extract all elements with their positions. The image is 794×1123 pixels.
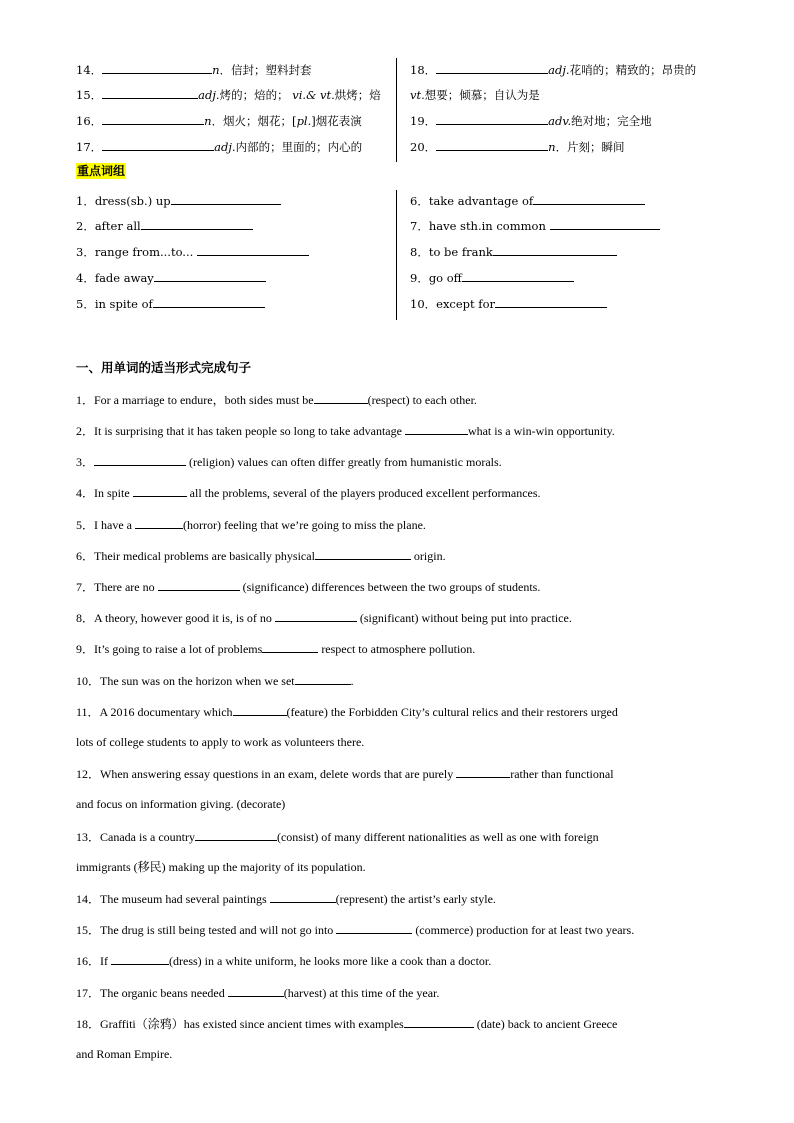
- exercise-text: 5．I have a: [76, 518, 135, 532]
- phrase-item: 5．in spite of: [76, 296, 265, 312]
- exercise-line: [76, 828, 599, 845]
- exercise-line: [76, 1046, 172, 1062]
- answer-blank[interactable]: [436, 113, 548, 125]
- answer-blank[interactable]: [262, 640, 318, 653]
- exercise-line: [76, 859, 366, 875]
- answer-blank[interactable]: [102, 87, 198, 99]
- exercise-text: origin.: [410, 549, 446, 563]
- exercise-text: and focus on information giving. (decorate): [76, 797, 286, 811]
- answer-blank[interactable]: [275, 609, 357, 622]
- phrase-item: 3．range from...to...: [76, 244, 309, 260]
- exercise-text: (commerce) production for at least two years.: [412, 923, 635, 937]
- exercise-text: 2．It is surprising that it has taken people so long to take advantage: [76, 424, 405, 438]
- exercise-line: [76, 952, 491, 969]
- exercise-text: 16．If: [76, 954, 111, 968]
- answer-blank[interactable]: [102, 62, 212, 74]
- answer-blank[interactable]: [436, 62, 548, 74]
- answer-blank[interactable]: [550, 218, 660, 230]
- exercise-line: [76, 516, 426, 533]
- exercise-line: [76, 1015, 617, 1032]
- answer-blank[interactable]: [270, 890, 336, 903]
- exercise-text: (represent) the artist’s early style.: [335, 892, 496, 906]
- exercise-text: (horror) feeling that we’re going to miss the plane.: [182, 518, 426, 532]
- exercise-line: [76, 890, 496, 907]
- vocab-item-18: 18． adj.花哨的；精致的；昂贵的: [410, 63, 697, 77]
- exercise-text: lots of college students to apply to work as volunteers there.: [76, 735, 365, 749]
- answer-blank[interactable]: [197, 244, 309, 256]
- exercise-text: (significance) differences between the two groups of students.: [239, 580, 541, 594]
- answer-blank[interactable]: [295, 672, 351, 685]
- exercise-line: [76, 547, 446, 564]
- exercise-text: (feature) the Forbidden City’s cultural relics and their restorers urged: [286, 705, 618, 719]
- exercise-text: 15．The drug is still being tested and will not go into: [76, 923, 337, 937]
- answer-blank[interactable]: [111, 952, 169, 965]
- answer-blank[interactable]: [94, 453, 186, 466]
- answer-blank[interactable]: [315, 547, 411, 560]
- exercise-text: (consist) of many different nationalities as well as one with foreign: [276, 830, 599, 844]
- vocab-item-16: 16． n．烟火；烟花；[pl.]烟花表演: [76, 114, 362, 128]
- phrase-item: 10．except for: [410, 296, 607, 312]
- exercise-text: 8．A theory, however good it is, is of no: [76, 611, 275, 625]
- exercise-text: all the problems, several of the players produced excellent performances.: [186, 486, 541, 500]
- exercise-text: 3．: [76, 455, 95, 469]
- exercise-text: (date) back to ancient Greece: [473, 1017, 618, 1031]
- exercise-line: [76, 796, 285, 812]
- answer-blank[interactable]: [153, 296, 265, 308]
- exercise-text: 10．The sun was on the horizon when we set: [76, 674, 295, 688]
- exercise-line: [76, 672, 354, 689]
- exercise-text: (significant) without being put into practice.: [356, 611, 572, 625]
- exercise-text: .: [350, 674, 354, 688]
- exercise-text: 4．In spite: [76, 486, 133, 500]
- exercise-text: 7．There are no: [76, 580, 158, 594]
- exercise-line: [76, 703, 618, 720]
- answer-blank[interactable]: [233, 703, 287, 716]
- answer-blank[interactable]: [495, 296, 607, 308]
- exercise-text: rather than functional: [510, 767, 614, 781]
- exercise-text: 13．Canada is a country: [76, 830, 195, 844]
- answer-blank[interactable]: [314, 391, 368, 404]
- phrase-item: 2．after all: [76, 218, 253, 234]
- exercise-line: [76, 391, 477, 408]
- answer-blank[interactable]: [456, 765, 510, 778]
- phrase-item: 1．dress(sb.) up: [76, 193, 281, 209]
- phrase-item: 7．have sth.in common: [410, 218, 660, 234]
- answer-blank[interactable]: [493, 244, 617, 256]
- answer-blank[interactable]: [154, 270, 266, 282]
- answer-blank[interactable]: [436, 139, 548, 151]
- vocab-item-14: 14． n．信封；塑料封套: [76, 63, 312, 77]
- answer-blank[interactable]: [158, 578, 240, 591]
- exercise-line: [76, 734, 364, 750]
- exercise-line: [76, 640, 475, 657]
- phrase-item: 8．to be frank: [410, 244, 617, 260]
- exercise-text: and Roman Empire.: [76, 1047, 173, 1061]
- phrase-item: 6．take advantage of: [410, 193, 645, 209]
- exercise-text: (dress) in a white uniform, he looks more like a cook than a doctor.: [169, 954, 492, 968]
- section-title: 一、用单词的适当形式完成句子: [76, 360, 252, 375]
- vocab-item-17: 17． adj.内部的；里面的；内心的: [76, 140, 363, 154]
- exercise-text: 18．Graffiti（涂鸦）has existed since ancient times with examples: [76, 1017, 404, 1031]
- phrases-heading: 重点词组: [77, 164, 126, 178]
- answer-blank[interactable]: [141, 218, 253, 230]
- exercise-text: respect to atmosphere pollution.: [318, 642, 476, 656]
- exercise-text: (respect) to each other.: [367, 393, 477, 407]
- exercise-line: [76, 921, 634, 938]
- exercise-text: 6．Their medical problems are basically physical: [76, 549, 315, 563]
- exercise-text: (harvest) at this time of the year.: [283, 986, 440, 1000]
- answer-blank[interactable]: [405, 422, 468, 435]
- answer-blank[interactable]: [133, 484, 187, 497]
- vocab-item-20: 20． n．片刻；瞬间: [410, 140, 625, 154]
- column-divider: [396, 190, 397, 320]
- answer-blank[interactable]: [102, 113, 204, 125]
- answer-blank[interactable]: [195, 828, 277, 841]
- answer-blank[interactable]: [102, 139, 214, 151]
- vocab-item-18-cont: vt.想要；倾慕；自认为是: [410, 88, 540, 102]
- vocab-item-19: 19． adv.绝对地；完全地: [410, 114, 652, 128]
- answer-blank[interactable]: [135, 516, 183, 529]
- answer-blank[interactable]: [404, 1015, 474, 1028]
- exercise-text: 11．A 2016 documentary which: [76, 705, 233, 719]
- exercise-text: 9．It’s going to raise a lot of problems: [76, 642, 263, 656]
- exercise-text: (religion) values can often differ greatly from humanistic morals.: [186, 455, 502, 469]
- exercise-line: [76, 453, 502, 470]
- phrase-item: 9．go off: [410, 270, 574, 286]
- vocab-item-15: 15． adj.烤的；焙的； vi.& vt.烘烤；焙: [76, 88, 381, 102]
- answer-blank[interactable]: [228, 984, 284, 997]
- exercise-line: [76, 609, 572, 626]
- answer-blank[interactable]: [533, 193, 645, 205]
- exercise-line: [76, 765, 614, 782]
- exercise-line: [76, 984, 439, 1001]
- exercise-text: 1．For a marriage to endure，both sides must be: [76, 393, 314, 407]
- exercise-text: 17．The organic beans needed: [76, 986, 228, 1000]
- exercise-text: 14．The museum had several paintings: [76, 892, 270, 906]
- phrase-item: 4．fade away: [76, 270, 266, 286]
- exercise-text: what is a win-win opportunity.: [467, 424, 615, 438]
- exercise-line: [76, 422, 615, 439]
- exercise-line: [76, 484, 541, 501]
- answer-blank[interactable]: [336, 921, 412, 934]
- exercise-text: 12．When answering essay questions in an exam, delete words that are purely: [76, 767, 457, 781]
- exercise-line: [76, 578, 540, 595]
- answer-blank[interactable]: [462, 270, 574, 282]
- answer-blank[interactable]: [171, 193, 281, 205]
- exercise-text: immigrants (移民) making up the majority of its population.: [76, 860, 366, 874]
- column-divider: [396, 58, 397, 162]
